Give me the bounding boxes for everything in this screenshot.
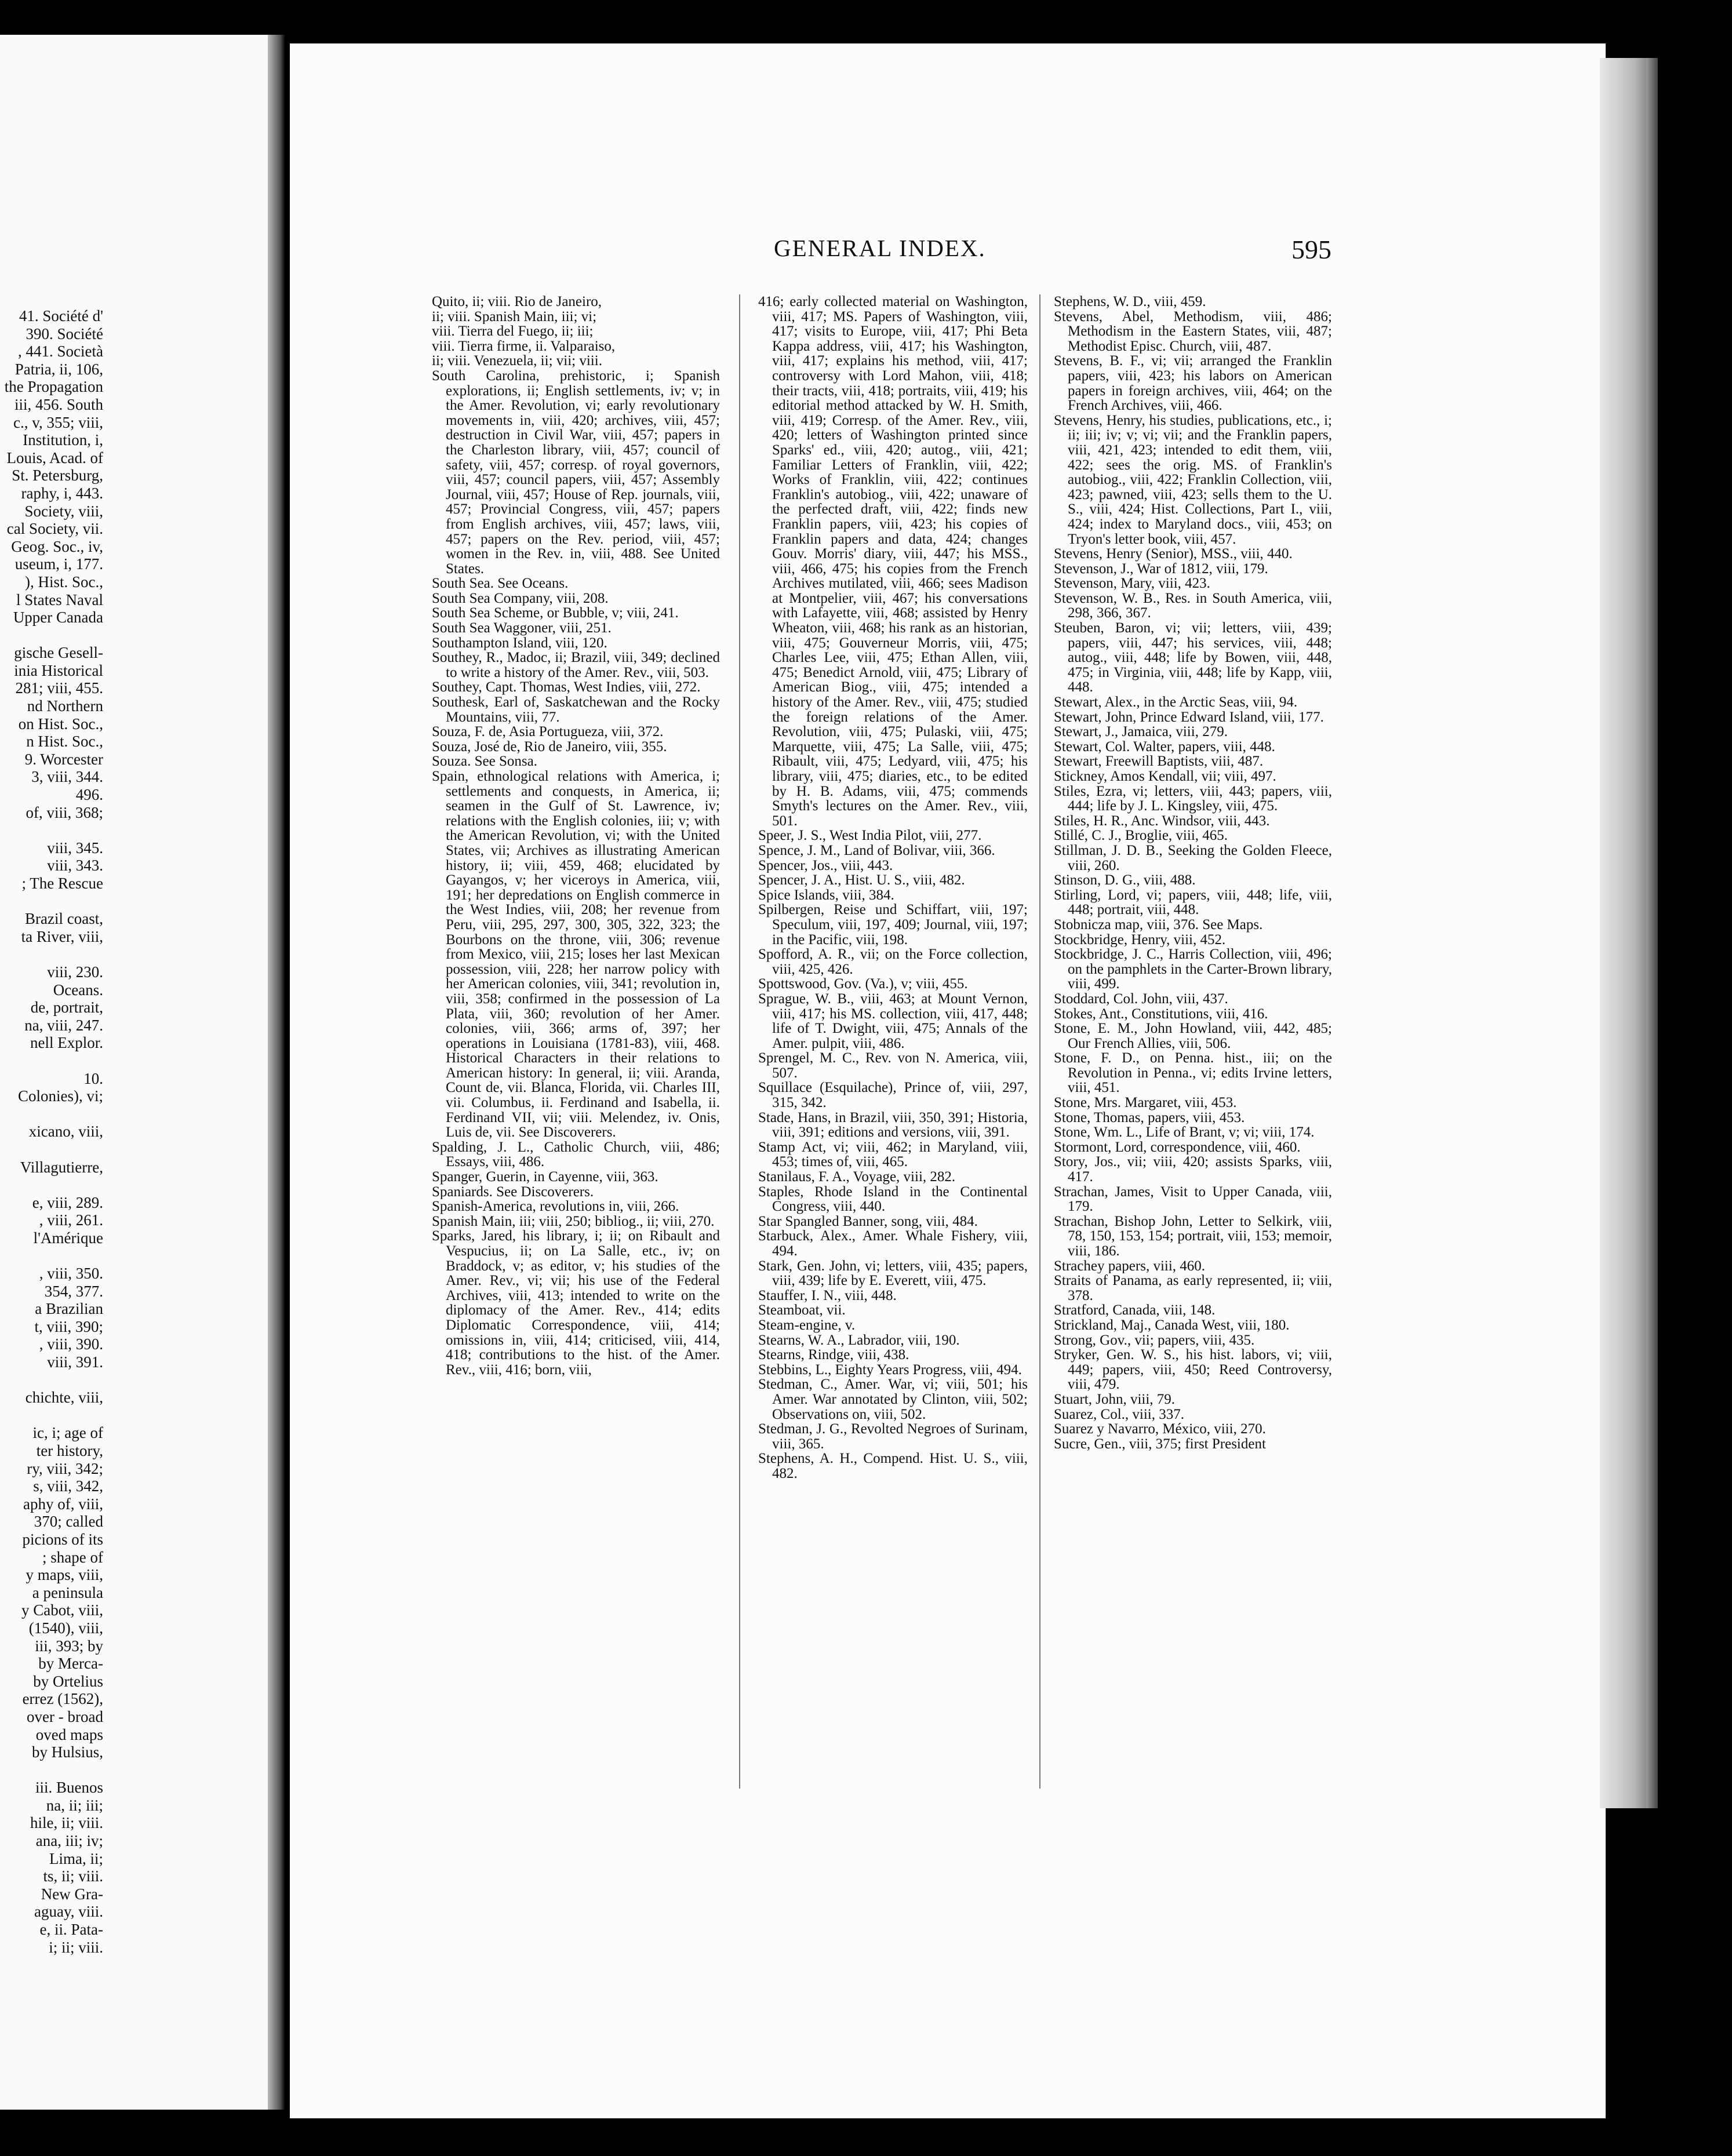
left-page-fragment: Geog. Soc., iv,	[11, 537, 103, 555]
left-page-fragment: , viii, 261.	[39, 1211, 103, 1229]
left-page-fragment: aguay, viii.	[34, 1903, 103, 1921]
index-entry: Stratford, Canada, viii, 148.	[1054, 1303, 1216, 1318]
index-entry: Stirling, Lord, vi; papers, viii, 448; life, viii, 448; portrait, viii, 448.	[1054, 887, 1332, 917]
left-page-fragment: 390. Société	[26, 325, 103, 343]
left-page-fragment: the Propagation	[4, 378, 103, 396]
index-entry: Stevenson, J., War of 1812, viii, 179.	[1054, 561, 1268, 577]
left-page-fragment: chichte, viii,	[25, 1389, 103, 1407]
index-entry: Spain, ethnological relations with America, i; settlements and conquests, in America, ii; seamen in the Gulf of St. Lawrence, iv; relations with the English colonies, iii; v; with the American Revolution, vi; with the United States, vii; Archives as illustrating American history, ii; viii, 459, 468; elucidated by Gayangos, v; her viceroys in America, viii, 191; her depredations on English commerce in the West Indies, viii, 208; her revenue from Peru, viii, 295, 297, 300, 305, 322, 323; the Bourbons on the throne, viii, 306; revenue from Mexico, viii, 215; loses her last Mexican possession, viii, 228; her narrow policy with her American colonies, viii, 341; revolution in, viii, 358; confirmed in the possession of La Plata, viii, 360; revolution of her Amer. colonies, viii, 366; arms of, 397; her operations in Louisiana (1781-83), viii, 468. Historical Characters in their relations to American history: In general, ii; viii. Aranda, Count de, vii. Blanca, Florida, vii. Charles III, vii. Columbus, ii. Ferdinand and Isabella, ii. Ferdinand VII, vii; viii. Melendez, iv. Onis, Luis de, vii. See Discoverers.	[432, 769, 720, 1140]
index-entry: Spottswood, Gov. (Va.), v; viii, 455.	[758, 977, 968, 992]
index-entry: 416; early collected material on Washington, viii, 417; MS. Papers of Washington, viii, 417; visits to Europe, viii, 417; Phi Beta Kappa address, viii, 417; his Washington, viii, 417; explains his method, viii, 417; controversy with Lord Mahon, viii, 418; their tracts, viii, 418; portraits, viii, 419; his editorial method attacked by W. H. Smith, viii, 419; Corresp. of the Amer. Rev., viii, 420; letters of Washington printed since Sparks' ed., viii, 420; autog., viii, 421; Familiar Letters of Franklin, viii, 422; Works of Franklin, viii, 422; continues Franklin's autobiog., viii, 422; unaware of the perfected draft, viii, 422; finds new Franklin papers, viii, 423; his copies of Franklin papers and data, 424; changes Gouv. Morris' diary, viii, 447; his MSS., viii, 466, 475; his copies from the French Archives mutilated, viii, 466; sees Madison at Montpelier, viii, 467; his conversations with Lafayette, viii, 468; assisted by Henry Wheaton, viii, 468; his rank as an historian, viii, 475; Gouverneur Morris, viii, 475; Charles Lee, viii, 475; Ethan Allen, viii, 475; Benedict Arnold, viii, 475; Library of American Biog., viii, 475; intended a history of the Amer. Rev., viii, 475; studied the foreign relations of the Amer. Revolution, viii, 475; Pulaski, viii, 475; Marquette, viii, 475; La Salle, viii, 475; Ribault, viii, 475; Ledyard, viii, 475; his library, viii, 475; diaries, etc., to be edited by H. B. Adams, viii, 475; commends Smyth's lectures on the Amer. Rev., viii, 501.	[758, 294, 1028, 829]
index-entry: Spalding, J. L., Catholic Church, viii, 486; Essays, viii, 486.	[432, 1139, 720, 1170]
left-page-fragment: y maps, viii,	[26, 1566, 103, 1584]
index-entry: Star Spangled Banner, song, viii, 484.	[758, 1214, 978, 1229]
index-entry: Stedman, J. G., Revolted Negroes of Surinam, viii, 365.	[758, 1422, 1028, 1452]
left-page-fragment: ic, i; age of	[32, 1424, 103, 1442]
index-entry: Sparks, Jared, his library, i; ii; on Ribault and Vespucius, ii; on La Salle, etc., iv; on Braddock, v; as editor, v; his studies of the Amer. Rev., vi; vii; his use of the Federal Archives, viii, 413; intended to write on the diplomacy of the Amer. Rev., 414; edits Diplomatic Correspondence, viii, 414; omissions in, viii, 414; criticised, viii, 414, 418; contributions to the hist. of the Amer. Rev., viii, 416; born, viii,	[432, 1229, 720, 1378]
index-entry: Stearns, W. A., Labrador, viii, 190.	[758, 1332, 960, 1348]
left-page-fragment: Brazil coast,	[25, 910, 103, 928]
index-entry: Stevenson, W. B., Res. in South America, viii, 298, 366, 367.	[1054, 591, 1332, 621]
left-page-fragment: nell Explor.	[30, 1034, 103, 1052]
index-entry: Strachey papers, viii, 460.	[1054, 1258, 1206, 1274]
index-entry: Steam-engine, v.	[758, 1317, 856, 1333]
left-page-fragment: useum, i, 177.	[14, 555, 103, 573]
index-entry: Speer, J. S., West India Pilot, viii, 277.	[758, 828, 982, 843]
left-page-fragment: a peninsula	[32, 1583, 103, 1601]
left-page-fragment: Louis, Acad. of	[6, 449, 103, 467]
index-entry: Spencer, J. A., Hist. U. S., viii, 482.	[758, 873, 965, 888]
index-entry: Spence, J. M., Land of Bolivar, viii, 366.	[758, 843, 995, 858]
left-page-fragment: e, ii. Pata-	[39, 1921, 103, 1939]
index-entry: Suarez, Col., viii, 337.	[1054, 1407, 1184, 1422]
page-header: GENERAL INDEX.	[774, 235, 986, 261]
left-page-fragment: a Brazilian	[35, 1300, 103, 1318]
left-page-fragment: ry, viii, 342;	[27, 1459, 103, 1477]
page-number: 595	[1291, 235, 1331, 264]
index-entry: Stevens, Henry, his studies, publications, etc., i; ii; iii; iv; v; vi; vii; and the Franklin papers, viii, 421, 423; intended to edit them, viii, 422; sees the orig. MS. of Franklin's autobiog., viii, 422; Franklin Collection, viii, 423; pawned, viii, 423; sells them to the U. S., viii, 424; Hist. Collections, Part I., viii, 424; index to Maryland docs., viii, 453; on Tryon's letter book, viii, 457.	[1054, 413, 1332, 547]
left-page-fragment: de, portrait,	[30, 999, 103, 1017]
index-entry: Souza. See Sonsa.	[432, 754, 537, 769]
left-page-fragment	[0, 1176, 103, 1194]
left-page-fragment: Institution, i,	[23, 431, 103, 449]
index-entry: Sucre, Gen., viii, 375; first President	[1054, 1436, 1266, 1452]
index-entry: Steuben, Baron, vi; vii; letters, viii, 439; papers, viii, 447; his services, viii, 448; autog., viii, 448; life by Bowen, viii, 448, 475; in Virginia, viii, 448; life by Kapp, viii, 448.	[1054, 621, 1332, 695]
left-page-fragment: ts, ii; viii.	[43, 1867, 103, 1885]
index-entry: Stewart, Alex., in the Arctic Seas, viii, 94.	[1054, 695, 1298, 710]
index-entry: Squillace (Esquilache), Prince of, viii, 297, 315, 342.	[758, 1080, 1028, 1110]
index-entry: Stoddard, Col. John, viii, 437.	[1054, 991, 1228, 1007]
left-page-fragment: na, viii, 247.	[24, 1016, 103, 1034]
index-entry: Spice Islands, viii, 384.	[758, 887, 894, 903]
page-edge-dark	[1646, 58, 1658, 1808]
left-page-fragment: 9. Worcester	[24, 750, 103, 768]
left-page-fragment	[0, 627, 103, 644]
index-entry: Staples, Rhode Island in the Continental Congress, viii, 440.	[758, 1184, 1028, 1214]
left-page-fragment: ; shape of	[42, 1548, 103, 1566]
index-entry: Steamboat, vii.	[758, 1303, 846, 1318]
index-entry: viii. Tierra del Fuego, ii; iii;	[432, 324, 594, 339]
left-page-fragment: l States Naval	[16, 591, 103, 609]
index-entry: Southampton Island, viii, 120.	[432, 635, 607, 651]
page-edge	[1600, 58, 1646, 1808]
left-page-fragment: cal Society, vii.	[6, 520, 103, 538]
left-page-fragment: iii. Buenos	[35, 1779, 103, 1797]
index-entry: Souza, F. de, Asia Portugueza, viii, 372.	[432, 724, 664, 740]
index-entry: Stone, Mrs. Margaret, viii, 453.	[1054, 1095, 1237, 1110]
index-entry: Stevens, Abel, Methodism, viii, 486; Methodism in the Eastern States, viii, 487; Methodist Episc. Church, viii, 487.	[1054, 309, 1332, 354]
left-page-fragment: St. Petersburg,	[12, 467, 103, 485]
left-page-fragment: Colonies), vi;	[18, 1087, 103, 1105]
index-entry: Straits of Panama, as early represented, ii; viii, 378.	[1054, 1273, 1332, 1303]
left-page-fragment	[0, 893, 103, 911]
index-entry: South Sea Company, viii, 208.	[432, 591, 609, 606]
left-page-fragment: errez (1562),	[22, 1690, 103, 1708]
left-page-fragment: picions of its	[22, 1530, 103, 1548]
left-page-fragment: y Cabot, viii,	[21, 1601, 103, 1619]
left-page-fragment: (1540), viii,	[28, 1619, 103, 1637]
left-page-fragment: Patria, ii, 106,	[14, 360, 103, 378]
index-entry: Stuart, John, viii, 79.	[1054, 1392, 1176, 1407]
index-entry: Stewart, J., Jamaica, viii, 279.	[1054, 724, 1228, 740]
left-page-fragment: raphy, i, 443.	[21, 484, 103, 502]
index-entry: Stark, Gen. John, vi; letters, viii, 435; papers, viii, 439; life by E. Everett, viii, 475.	[758, 1258, 1028, 1288]
left-page-fragment	[0, 1247, 103, 1265]
left-page-fragment: Villagutierre,	[20, 1158, 103, 1176]
index-entry: Stickney, Amos Kendall, vii; viii, 497.	[1054, 769, 1276, 784]
left-page-fragment: xicano, viii,	[28, 1123, 103, 1141]
index-entry: Stiles, Ezra, vi; letters, viii, 443; papers, viii, 444; life by J. L. Kingsley, viii, 475.	[1054, 784, 1332, 814]
left-page-fragment	[0, 821, 103, 839]
index-entry: Stauffer, I. N., viii, 448.	[758, 1288, 897, 1303]
left-page-fragment	[0, 1105, 103, 1123]
index-entry: Strachan, James, Visit to Upper Canada, viii, 179.	[1054, 1184, 1332, 1214]
left-page-fragment: viii, 343.	[47, 857, 103, 875]
left-page-fragment: oved maps	[35, 1725, 103, 1743]
index-column-2	[758, 294, 1028, 1481]
index-entry: Strong, Gov., vii; papers, viii, 435.	[1054, 1332, 1255, 1348]
left-page-fragment: Society, viii,	[24, 502, 103, 520]
left-page-fragment	[0, 1407, 103, 1425]
index-entry: Sprague, W. B., viii, 463; at Mount Vernon, viii, 417; his MS. collection, viii, 417, 448; life of T. Dwight, viii, 475; Annals of the Amer. pulpit, viii, 486.	[758, 991, 1028, 1051]
index-entry: Stanilaus, F. A., Voyage, viii, 282.	[758, 1170, 956, 1185]
index-entry: Stormont, Lord, correspondence, viii, 460.	[1054, 1139, 1301, 1155]
left-page-fragment: nd Northern	[27, 697, 103, 715]
index-entry: Strachan, Bishop John, Letter to Selkirk, viii, 78, 150, 153, 154; portrait, viii, 153; memoir, viii, 186.	[1054, 1214, 1332, 1259]
index-entry: Stillé, C. J., Broglie, viii, 465.	[1054, 828, 1228, 843]
left-page-fragment: by Ortelius	[33, 1672, 103, 1690]
index-entry: Sprengel, M. C., Rev. von N. America, viii, 507.	[758, 1051, 1028, 1081]
index-entry: South Carolina, prehistoric, i; Spanish explorations, ii; English settlements, iv; v; in the Amer. Revolution, vi; early revolutionary movements in, viii, 420; archives, viii, 457; destruction in Civil War, viii, 457; papers in the Charleston library, viii, 457; council of safety, viii, 457; corresp. of royal governors, viii, 457; council papers, viii, 457; Assembly Journal, viii, 457; House of Rep. journals, viii, 457; Provincial Congress, viii, 457; papers from English archives, viii, 457; laws, viii, 457; papers on the Rev. period, viii, 457; women in the Rev. in, viii, 488. See United States.	[432, 368, 720, 577]
left-page-fragment: 496.	[75, 786, 103, 804]
index-entry: Southey, Capt. Thomas, West Indies, viii, 272.	[432, 680, 701, 695]
index-entry: Stone, Wm. L., Life of Brant, v; vi; viii, 174.	[1054, 1125, 1315, 1140]
index-entry: Stedman, C., Amer. War, vi; viii, 501; his Amer. War annotated by Clinton, viii, 502; Observations on, viii, 502.	[758, 1377, 1028, 1422]
index-entry: Stobnicza map, viii, 376. See Maps.	[1054, 917, 1263, 933]
index-entry: Stewart, Freewill Baptists, viii, 487.	[1054, 754, 1264, 769]
left-page-fragment: Oceans.	[53, 981, 103, 999]
left-page-fragment: i; ii; viii.	[49, 1938, 103, 1956]
left-page-fragment: hile, ii; viii.	[30, 1814, 103, 1832]
index-entry: Story, Jos., vii; viii, 420; assists Sparks, viii, 417.	[1054, 1155, 1332, 1185]
index-entry: Stokes, Ant., Constitutions, viii, 416.	[1054, 1006, 1268, 1022]
index-entry: Stearns, Rindge, viii, 438.	[758, 1348, 909, 1363]
column-divider	[739, 294, 740, 1789]
left-page-fragment: c., v, 355; viii,	[13, 413, 103, 431]
left-page-fragment: gische Gesell-	[14, 644, 103, 662]
index-entry: Stillman, J. D. B., Seeking the Golden Fleece, viii, 260.	[1054, 843, 1332, 873]
index-entry: Stevenson, Mary, viii, 423.	[1054, 576, 1210, 591]
left-page-fragment: , viii, 390.	[39, 1335, 103, 1353]
index-entry: Quito, ii; viii. Rio de Janeiro,	[432, 294, 602, 309]
left-page-fragment: of, viii, 368;	[26, 803, 103, 821]
index-entry: Spaniards. See Discoverers.	[432, 1184, 594, 1200]
left-page-fragment	[0, 1371, 103, 1389]
index-entry: Stevens, Henry (Senior), MSS., viii, 440.	[1054, 547, 1293, 562]
left-page-fragment: Lima, ii;	[49, 1849, 103, 1867]
index-entry: Stockbridge, J. C., Harris Collection, viii, 496; on the pamphlets in the Carter-Brown library, viii, 499.	[1054, 947, 1332, 992]
left-page-fragment: ter history,	[36, 1442, 103, 1459]
index-entry: Souza, José de, Rio de Janeiro, viii, 355.	[432, 739, 667, 755]
index-entry: Stiles, H. R., Anc. Windsor, viii, 443.	[1054, 813, 1270, 829]
left-page-fragment	[0, 1141, 103, 1159]
left-page-fragment: aphy of, viii,	[23, 1495, 103, 1513]
left-page-fragment	[0, 1761, 103, 1779]
index-entry: Stockbridge, Henry, viii, 452.	[1054, 932, 1226, 948]
left-page-fragment: viii, 391.	[47, 1353, 103, 1371]
left-page-fragment: e, viii, 289.	[32, 1193, 103, 1211]
index-column-1	[432, 294, 720, 1377]
index-entry: Stephens, W. D., viii, 459.	[1054, 294, 1206, 309]
left-page-fragment: by Hulsius,	[31, 1743, 103, 1761]
left-page-fragment: viii, 345.	[47, 839, 103, 857]
index-entry: ii; viii. Spanish Main, iii; vi;	[432, 309, 597, 325]
left-page-fragment: na, ii; iii;	[46, 1796, 103, 1814]
index-entry: Stryker, Gen. W. S., his hist. labors, vi; viii, 449; papers, viii, 450; Reed Controversy, viii, 479.	[1054, 1348, 1332, 1392]
left-page-fragment: , viii, 350.	[39, 1265, 103, 1283]
left-page-fragment: over - broad	[27, 1707, 103, 1725]
index-entry: Spofford, A. R., vii; on the Force collection, viii, 425, 426.	[758, 947, 1028, 977]
left-page-fragment: inia Historical	[14, 661, 103, 679]
index-entry: South Sea Scheme, or Bubble, v; viii, 241.	[432, 606, 679, 621]
index-entry: South Sea Waggoner, viii, 251.	[432, 621, 612, 636]
gutter-shadow	[268, 35, 285, 2110]
index-entry: Stewart, Col. Walter, papers, viii, 448.	[1054, 739, 1275, 755]
index-entry: Stone, F. D., on Penna. hist., iii; on the Revolution in Penna., vi; edits Irvine letters, viii, 451.	[1054, 1051, 1332, 1096]
left-page-fragment: ana, iii; iv;	[35, 1832, 103, 1850]
column-divider	[1039, 294, 1040, 1789]
index-entry: Stewart, John, Prince Edward Island, viii, 177.	[1054, 709, 1324, 725]
index-entry: Spilbergen, Reise und Schiffart, viii, 197; Speculum, viii, 197, 409; Journal, viii, 197; in the Pacific, viii, 198.	[758, 902, 1028, 948]
index-entry: Spanish Main, iii; viii, 250; bibliog., ii; viii, 270.	[432, 1214, 715, 1229]
left-page-fragment: iii, 456. South	[14, 395, 103, 413]
left-page-fragment: on Hist. Soc.,	[18, 715, 103, 733]
left-page-fragment: 354, 377.	[44, 1282, 103, 1300]
left-page-fragment: viii, 230.	[47, 963, 103, 981]
index-entry: Stamp Act, vi; viii, 462; in Maryland, viii, 453; times of, viii, 465.	[758, 1139, 1028, 1170]
index-entry: Southey, R., Madoc, ii; Brazil, viii, 349; declined to write a history of the Amer. Rev., viii, 503.	[432, 650, 720, 680]
left-page-fragment: by Merca-	[38, 1655, 103, 1673]
left-page-fragment: n Hist. Soc.,	[26, 733, 103, 751]
left-page-fragment: ), Hist. Soc.,	[25, 573, 103, 591]
left-page-fragment: 41. Société d'	[19, 307, 103, 325]
left-page-fragment: s, viii, 342,	[33, 1477, 103, 1495]
index-entry: Stevens, B. F., vi; vii; arranged the Franklin papers, viii, 423; his labors on American papers in foreign archives, viii, 464; on the French Archives, viii, 466.	[1054, 354, 1332, 413]
left-page-fragment: iii, 393; by	[35, 1637, 103, 1655]
index-entry: ii; viii. Venezuela, ii; vii; viii.	[432, 354, 602, 369]
index-entry: Stone, E. M., John Howland, viii, 442, 485; Our French Allies, viii, 506.	[1054, 1021, 1332, 1051]
left-page-fragment: l'Amérique	[33, 1229, 103, 1247]
left-page-fragment: 370; called	[34, 1513, 103, 1531]
left-page-fragment: Upper Canada	[13, 609, 103, 627]
left-page-fragment: 10.	[83, 1069, 103, 1087]
index-entry: Stephens, A. H., Compend. Hist. U. S., viii, 482.	[758, 1451, 1028, 1481]
index-entry: South Sea. See Oceans.	[432, 576, 569, 591]
left-page-fragment	[0, 945, 103, 963]
left-page-fragments	[0, 307, 103, 1956]
left-page-fragment: , 441. Società	[18, 343, 103, 360]
left-page-fragment: New Gra-	[41, 1885, 103, 1903]
index-entry: Stade, Hans, in Brazil, viii, 350, 391; Historia, viii, 391; editions and versions, viii, 391.	[758, 1110, 1028, 1140]
index-entry: Spencer, Jos., viii, 443.	[758, 858, 893, 873]
left-page-fragment: 3, viii, 344.	[31, 768, 103, 786]
left-page-fragment	[0, 1052, 103, 1070]
index-entry: Southesk, Earl of, Saskatchewan and the Rocky Mountains, viii, 77.	[432, 695, 720, 725]
index-entry: Stinson, D. G., viii, 488.	[1054, 873, 1196, 888]
index-entry: Spanish-America, revolutions in, viii, 266.	[432, 1199, 679, 1214]
index-entry: Strickland, Maj., Canada West, viii, 180.	[1054, 1317, 1290, 1333]
left-page-fragment: 281; viii, 455.	[15, 679, 103, 697]
left-page-fragment: t, viii, 390;	[34, 1317, 103, 1335]
index-entry: viii. Tierra firme, ii. Valparaiso,	[432, 338, 616, 354]
index-column-3	[1054, 294, 1332, 1451]
left-page-fragment: ta River, viii,	[21, 927, 103, 945]
index-entry: Stone, Thomas, papers, viii, 453.	[1054, 1110, 1245, 1126]
index-entry: Stebbins, L., Eighty Years Progress, viii, 494.	[758, 1362, 1022, 1378]
left-page-fragment: ; The Rescue	[21, 875, 103, 892]
left-page	[0, 35, 272, 2110]
index-entry: Starbuck, Alex., Amer. Whale Fishery, viii, 494.	[758, 1229, 1028, 1259]
index-entry: Suarez y Navarro, México, viii, 270.	[1054, 1422, 1266, 1437]
index-entry: Spanger, Guerin, in Cayenne, viii, 363.	[432, 1170, 658, 1185]
